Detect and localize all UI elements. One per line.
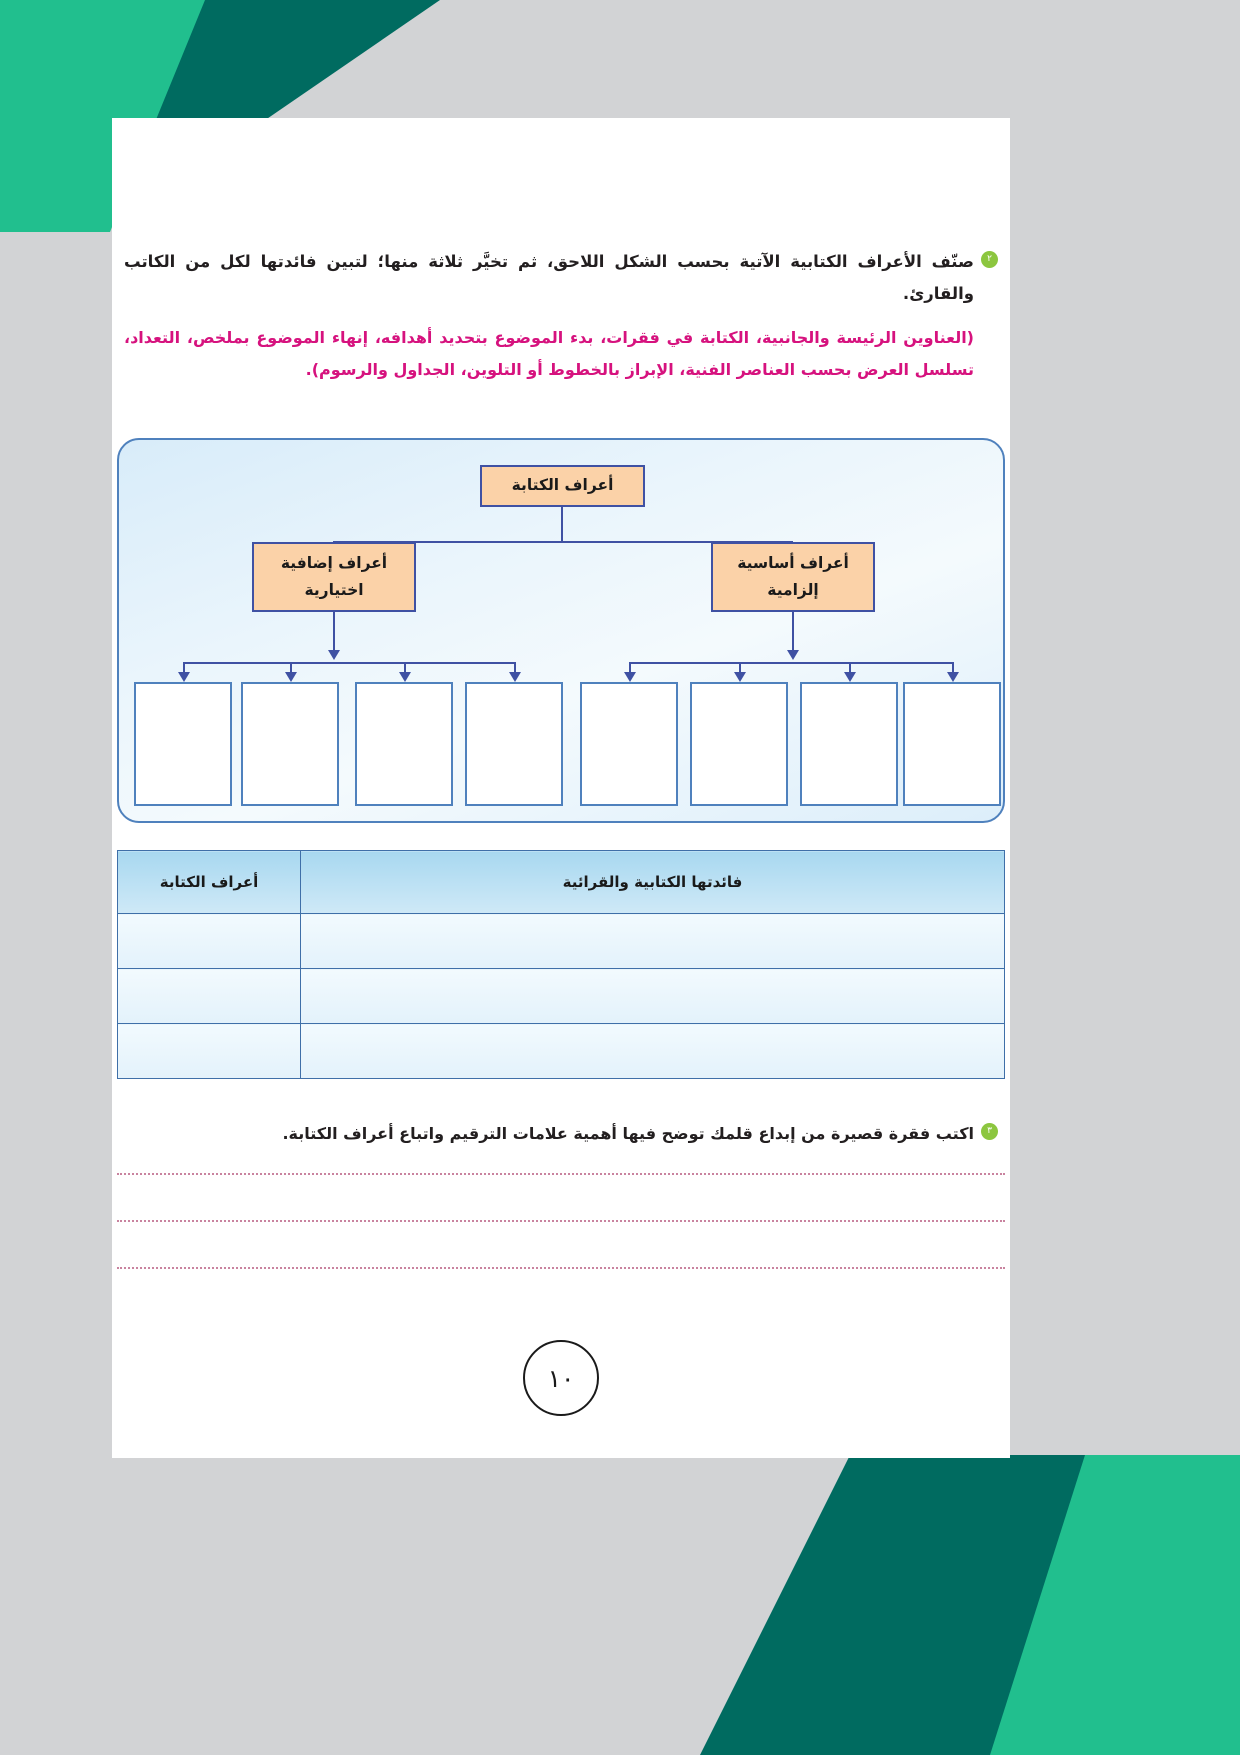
table-body (118, 914, 1005, 1079)
question-3-line (124, 1118, 998, 1149)
question-3 (112, 1118, 1010, 1149)
writing-conventions-diagram (117, 438, 1005, 823)
arrow-left-leg-4-icon (509, 672, 521, 682)
conventions-benefits-table (117, 850, 1005, 1079)
page-number-label: ١٠ (547, 1363, 575, 1393)
arrow-left-leg-2-icon (285, 672, 297, 682)
table-header-benefits: فائدتها الكتابية والقرائية (301, 851, 1005, 914)
question-3-marker: ٣ (981, 1123, 998, 1140)
question-2 (112, 246, 1010, 385)
writing-line[interactable] (117, 1173, 1005, 1175)
arrow-left-drop-icon (328, 650, 340, 660)
diagram-answer-box[interactable] (134, 682, 232, 806)
diagram-answer-box[interactable] (580, 682, 678, 806)
page-number-badge (523, 1340, 599, 1416)
cell-benefits[interactable] (301, 914, 1005, 969)
diagram-node-essential (711, 542, 875, 612)
table-header-row (118, 851, 1005, 914)
diagram-node-additional-line2: اختيارية (304, 581, 364, 599)
table-row (118, 914, 1005, 969)
question-2-note: (العناوين الرئيسة والجانبية، الكتابة في فقرات، بدء الموضوع بتحديد أهدافه، إنهاء الموضوع بملخص، التعداد، تسلسل العرض بحسب العناصر الفنية، الإبراز بالخطوط أو التلوين، الجداول والرسوم). (124, 328, 974, 379)
arrow-right-leg-2-icon (734, 672, 746, 682)
arrow-left-leg-1-icon (178, 672, 190, 682)
cell-convention[interactable] (118, 1024, 301, 1079)
diagram-answer-box[interactable] (903, 682, 1001, 806)
table-row (118, 969, 1005, 1024)
table-head (118, 851, 1005, 914)
table-header-convention: أعراف الكتابة (118, 851, 301, 914)
arrow-right-leg-1-icon (624, 672, 636, 682)
answer-writing-area (117, 1173, 1005, 1314)
diagram-node-root (480, 465, 645, 507)
arrow-right-leg-4-icon (947, 672, 959, 682)
question-2-text: صنّف الأعراف الكتابية الآتية بحسب الشكل اللاحق، ثم تخيَّر ثلاثة منها؛ لتبين فائدتها لكل من الكاتب والقارئ. (124, 252, 974, 304)
diagram-answer-box[interactable] (355, 682, 453, 806)
cell-convention[interactable] (118, 914, 301, 969)
page-content (112, 118, 1010, 1458)
writing-line[interactable] (117, 1267, 1005, 1269)
connector-right-group-bar (629, 662, 954, 664)
diagram-node-additional (252, 542, 416, 612)
diagram-answer-box[interactable] (690, 682, 788, 806)
diagram-answer-box[interactable] (800, 682, 898, 806)
cell-benefits[interactable] (301, 1024, 1005, 1079)
table-row (118, 1024, 1005, 1079)
cell-benefits[interactable] (301, 969, 1005, 1024)
connector-right-drop (792, 612, 794, 652)
writing-line[interactable] (117, 1220, 1005, 1222)
diagram-node-additional-line1: أعراف إضافية (280, 553, 388, 572)
connector-root-stem (561, 507, 563, 542)
connector-level2-bar (333, 541, 793, 543)
diagram-node-essential-line2: إلزامية (767, 581, 819, 599)
diagram-node-root-label: أعراف الكتابة (511, 476, 614, 495)
page-sheet (112, 118, 1010, 1458)
arrow-right-drop-icon (787, 650, 799, 660)
connector-left-drop (333, 612, 335, 652)
diagram-node-essential-line1: أعراف أساسية (737, 553, 849, 572)
arrow-left-leg-3-icon (399, 672, 411, 682)
question-3-text: اكتب فقرة قصيرة من إبداع قلمك توضح فيها أهمية علامات الترقيم واتباع أعراف الكتابة. (282, 1124, 974, 1143)
cell-convention[interactable] (118, 969, 301, 1024)
diagram-answer-box[interactable] (241, 682, 339, 806)
diagram-answer-box[interactable] (465, 682, 563, 806)
question-2-line (124, 246, 998, 310)
question-2-marker: ٢ (981, 251, 998, 268)
connector-left-group-bar (183, 662, 516, 664)
arrow-right-leg-3-icon (844, 672, 856, 682)
